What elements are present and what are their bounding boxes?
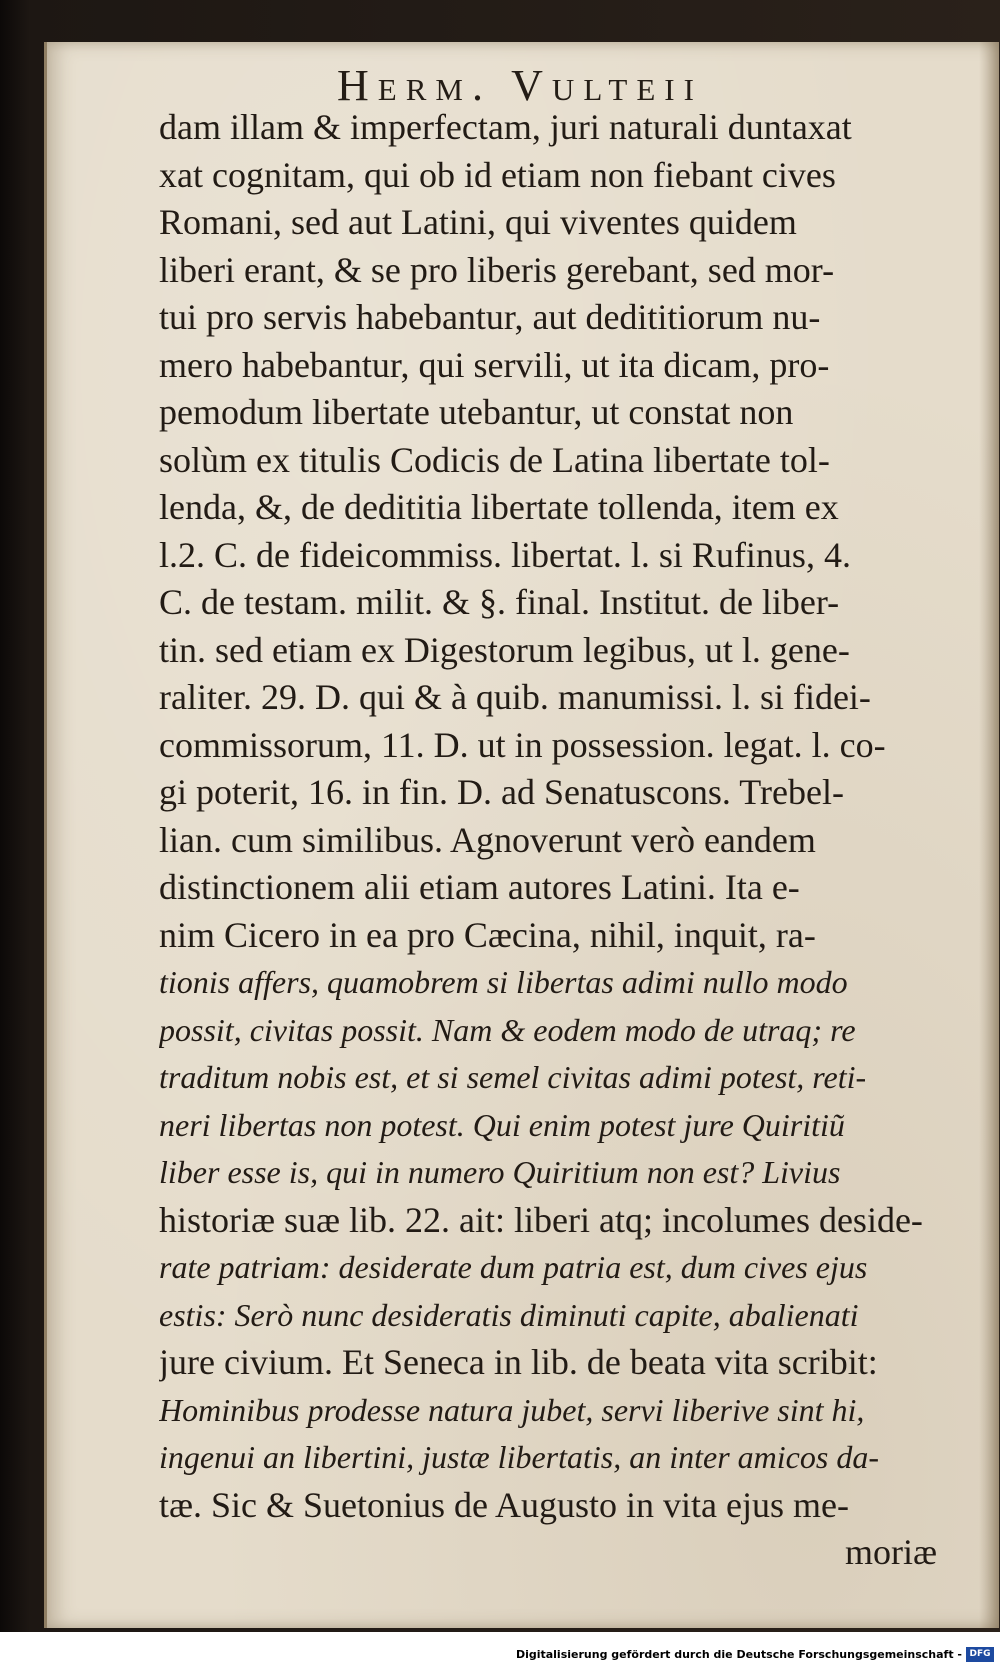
text-line: possit, civitas possit. Nam & eodem modo de utraq; re bbox=[159, 1011, 856, 1048]
text-line: jure civium. Et Seneca in lib. de beata vita scribit: bbox=[159, 1342, 878, 1382]
book-page bbox=[44, 42, 999, 1628]
text-line: solùm ex titulis Codicis de Latina libertate tol- bbox=[159, 439, 830, 480]
text-line: lenda, &, de dedititia libertate tollenda, item ex bbox=[159, 487, 839, 527]
catchword: moriæ bbox=[844, 1532, 937, 1572]
text-line: gi poterit, 16. in fin. D. ad Senatuscons. Trebel- bbox=[159, 772, 844, 812]
text-line: ingenui an libertini, justæ libertatis, an inter amicos da- bbox=[159, 1439, 879, 1475]
text-line: rate patriam: desiderate dum patria est, dum cives ejus bbox=[159, 1249, 868, 1285]
text-line: raliter. 29. D. qui & à quib. manumissi. l. si fidei- bbox=[159, 677, 871, 717]
page-spine-shadow bbox=[979, 42, 999, 1628]
text-line: lian. cum similibus. Agnoverunt verò eandem bbox=[159, 819, 816, 860]
text-line: tionis affers, quamobrem si libertas adimi nullo modo bbox=[159, 964, 848, 1000]
text-line: commissorum, 11. D. ut in possession. legat. l. co- bbox=[159, 724, 886, 765]
body-text bbox=[159, 104, 989, 1577]
text-line: traditum nobis est, et si semel civitas adimi potest, reti- bbox=[159, 1059, 867, 1095]
text-line: Romani, sed aut Latini, qui viventes quidem bbox=[159, 202, 797, 242]
text-line: l.2. C. de fideicommiss. libertat. l. si Rufinus, 4. bbox=[159, 534, 851, 575]
dfg-logo-icon: DFG bbox=[966, 1647, 994, 1662]
text-line: xat cognitam, qui ob id etiam non fiebant cives bbox=[159, 154, 836, 195]
text-line: liber esse is, qui in numero Quiritium non est? Livius bbox=[159, 1154, 841, 1190]
text-line: nim Cicero in ea pro Cæcina, nihil, inquit, ra- bbox=[159, 914, 816, 955]
running-head: Herm. Vulteii bbox=[337, 61, 703, 110]
text-line: estis: Serò nunc desideratis diminuti capite, abalienati bbox=[159, 1296, 859, 1333]
text-line: tæ. Sic & Suetonius de Augusto in vita ejus me- bbox=[159, 1484, 849, 1525]
text-line: C. de testam. milit. & §. final. Institut. de liber- bbox=[159, 582, 840, 622]
text-line: historiæ suæ lib. 22. ait: liberi atq; incolumes deside- bbox=[159, 1199, 923, 1240]
text-line: liberi erant, & se pro liberis gerebant, sed mor- bbox=[159, 249, 835, 290]
text-line: distinctionem alii etiam autores Latini. Ita e- bbox=[159, 867, 800, 907]
text-line: tin. sed etiam ex Digestorum legibus, ut l. gene- bbox=[159, 629, 850, 670]
footer-bar bbox=[0, 1632, 1000, 1670]
text-line: tui pro servis habebantur, aut dedititiorum nu- bbox=[159, 297, 821, 337]
text-line: pemodum libertate utebantur, ut constat non bbox=[159, 392, 794, 432]
text-line: neri libertas non potest. Qui enim potest jure Quiritiũ bbox=[159, 1106, 845, 1143]
text-line: mero habebantur, qui servili, ut ita dicam, pro- bbox=[159, 344, 830, 385]
funding-credit: Digitalisierung gefördert durch die Deutsche Forschungsgemeinschaft - bbox=[515, 1648, 962, 1661]
text-line: dam illam & imperfectam, juri naturali duntaxat bbox=[159, 107, 852, 147]
text-line: Hominibus prodesse natura jubet, servi liberive sint hi, bbox=[159, 1391, 865, 1428]
